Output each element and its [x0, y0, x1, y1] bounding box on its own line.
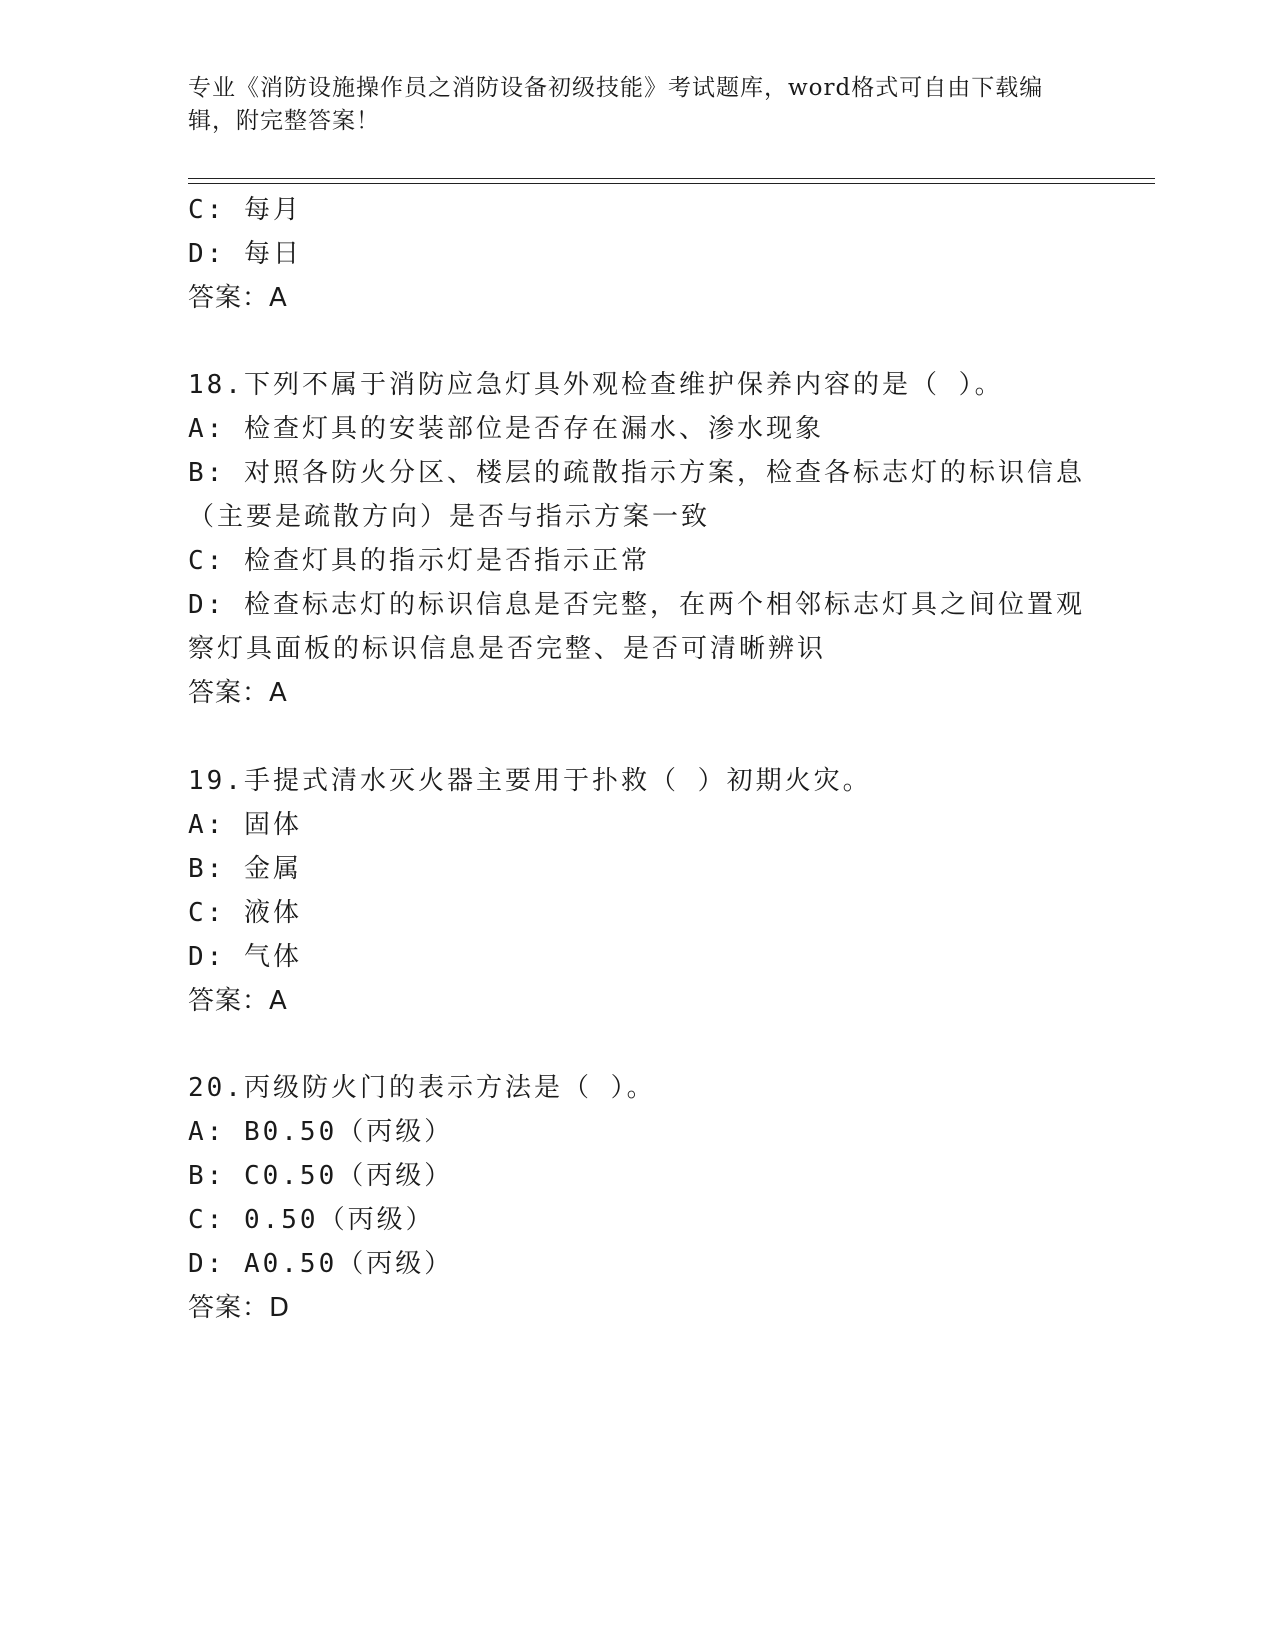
option-d: D: 每日	[188, 239, 302, 269]
option-c: C: 检查灯具的指示灯是否指示正常	[188, 546, 650, 576]
option-b: B: C0.50（丙级）	[188, 1161, 454, 1191]
option-c: C: 每月	[188, 195, 302, 225]
answer-line: 答案：D	[188, 1293, 291, 1323]
question-20: 20.丙级防火门的表示方法是（ ）。	[188, 1073, 656, 1103]
document-header	[188, 72, 1088, 138]
question-19: 19.手提式清水灭火器主要用于扑救（ ）初期火灾。	[188, 766, 872, 796]
answer-line: 答案：A	[188, 986, 288, 1016]
option-b: B: 金属	[188, 854, 302, 884]
header-rule-bottom	[188, 183, 1155, 184]
header-rule-top	[188, 178, 1155, 179]
option-d: D: 气体	[188, 942, 302, 972]
option-d-continued: 察灯具面板的标识信息是否完整、是否可清晰辨识	[188, 634, 827, 664]
answer-line: 答案：A	[188, 678, 288, 708]
option-d: D: 检查标志灯的标识信息是否完整，在两个相邻标志灯具之间位置观	[188, 590, 1085, 620]
option-a: A: 固体	[188, 810, 302, 840]
answer-line: 答案：A	[188, 283, 288, 313]
option-d: D: A0.50（丙级）	[188, 1249, 454, 1279]
header-line-1: 专业《消防设施操作员之消防设备初级技能》考试题库，word格式可自由下载编	[188, 75, 1044, 101]
option-a: A: 检查灯具的安装部位是否存在漏水、渗水现象	[188, 414, 824, 444]
header-line-2: 辑，附完整答案！	[188, 108, 380, 134]
option-b: B: 对照各防火分区、楼层的疏散指示方案，检查各标志灯的标识信息	[188, 458, 1085, 488]
option-c: C: 液体	[188, 898, 302, 928]
question-18: 18.下列不属于消防应急灯具外观检查维护保养内容的是（ ）。	[188, 370, 1004, 400]
option-c: C: 0.50（丙级）	[188, 1205, 435, 1235]
option-b-continued: （主要是疏散方向）是否与指示方案一致	[188, 502, 711, 532]
option-a: A: B0.50（丙级）	[188, 1117, 454, 1147]
